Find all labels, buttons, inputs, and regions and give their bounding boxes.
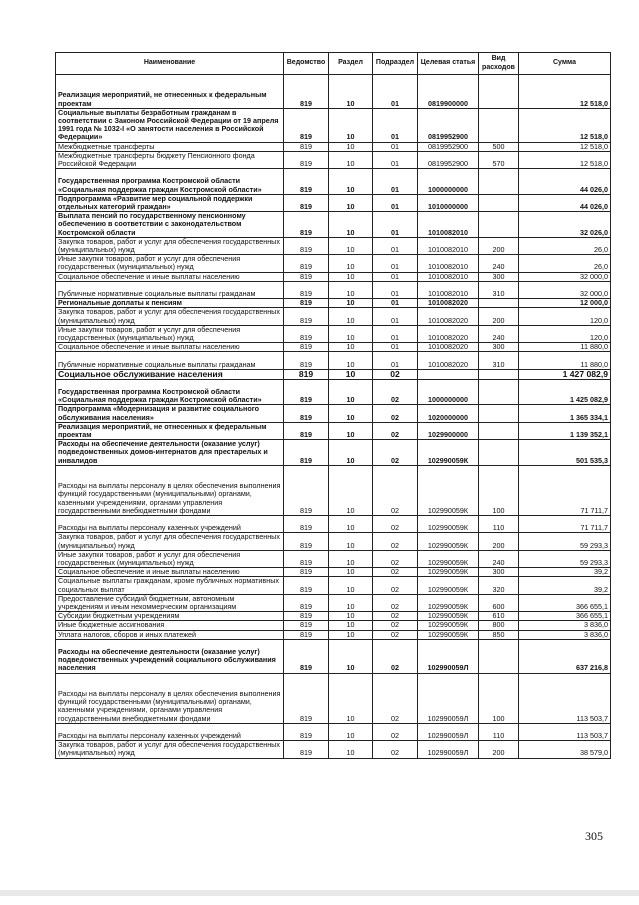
row-section: 10 — [329, 108, 373, 142]
row-exptype: 200 — [479, 237, 519, 254]
row-subsection: 01 — [373, 169, 418, 195]
row-subsection: 01 — [373, 194, 418, 211]
row-sum: 12 518,0 — [519, 151, 611, 168]
row-exptype: 100 — [479, 673, 519, 723]
row-dept: 819 — [284, 422, 329, 439]
row-subsection: 02 — [373, 550, 418, 567]
row-section: 10 — [329, 405, 373, 422]
row-exptype: 300 — [479, 272, 519, 281]
header-subsection: Подраздел — [373, 53, 418, 75]
row-target: 1010082010 — [418, 281, 479, 298]
header-section: Раздел — [329, 53, 373, 75]
row-section: 10 — [329, 612, 373, 621]
row-target: 102990059К — [418, 568, 479, 577]
row-subsection: 01 — [373, 151, 418, 168]
row-sum: 38 579,0 — [519, 741, 611, 758]
row-name: Подпрограмма «Модернизация и развитие социального обслуживания населения» — [56, 405, 284, 422]
table-row — [56, 255, 611, 272]
row-dept: 819 — [284, 594, 329, 611]
table-row — [56, 281, 611, 298]
row-dept: 819 — [284, 75, 329, 109]
row-name: Межбюджетные трансферты — [56, 142, 284, 151]
row-target: 1000000000 — [418, 379, 479, 405]
budget-table — [55, 52, 611, 759]
page-number: 305 — [585, 829, 603, 843]
row-section: 10 — [329, 630, 373, 639]
row-exptype: 100 — [479, 465, 519, 515]
row-sum: 26,0 — [519, 237, 611, 254]
row-exptype: 110 — [479, 516, 519, 533]
row-dept: 819 — [284, 237, 329, 254]
row-name: Расходы на выплаты персоналу в целях обеспечения выполнения функций государственными (муниципальными) органами, казенными учреждениями, органами управления государственными внебюджетными фондами — [56, 673, 284, 723]
table-row — [56, 169, 611, 195]
row-section: 10 — [329, 194, 373, 211]
row-target: 1010082010 — [418, 272, 479, 281]
row-exptype: 200 — [479, 308, 519, 325]
table-row — [56, 422, 611, 439]
row-dept: 819 — [284, 723, 329, 740]
table-row — [56, 142, 611, 151]
row-subsection: 02 — [373, 577, 418, 594]
table-row — [56, 533, 611, 550]
row-name: Расходы на обеспечение деятельности (оказание услуг) подведомственных учреждений социального обслуживания населения — [56, 639, 284, 673]
row-target: 1020000000 — [418, 405, 479, 422]
row-dept: 819 — [284, 325, 329, 342]
table-row — [56, 516, 611, 533]
row-dept: 819 — [284, 343, 329, 352]
row-name: Иные закупки товаров, работ и услуг для обеспечения государственных (муниципальных) нужд — [56, 550, 284, 567]
row-target: 1010082020 — [418, 352, 479, 369]
table-row — [56, 673, 611, 723]
row-subsection: 01 — [373, 272, 418, 281]
row-target: 102990059К — [418, 516, 479, 533]
header-name: Наименование — [56, 53, 284, 75]
row-section: 10 — [329, 550, 373, 567]
row-target: 102990059К — [418, 533, 479, 550]
row-dept: 819 — [284, 741, 329, 758]
table-row — [56, 308, 611, 325]
header-exptype: Вид расходов — [479, 53, 519, 75]
row-sum: 3 836,0 — [519, 621, 611, 630]
row-name: Социальные выплаты безработным гражданам в соответствии с Законом Российской Федерации от 19 апреля 1991 года № 1032-I «О занятости населения в Российской Федерации» — [56, 108, 284, 142]
row-subsection: 01 — [373, 237, 418, 254]
header-target: Целевая статья — [418, 53, 479, 75]
row-section: 10 — [329, 343, 373, 352]
row-section: 10 — [329, 237, 373, 254]
row-section: 10 — [329, 516, 373, 533]
row-name: Расходы на обеспечение деятельности (оказание услуг) подведомственных домов-интернатов для престарелых и инвалидов — [56, 440, 284, 466]
row-name: Реализация мероприятий, не отнесенных к федеральным проектам — [56, 422, 284, 439]
row-dept: 819 — [284, 281, 329, 298]
row-section: 10 — [329, 465, 373, 515]
row-exptype: 240 — [479, 255, 519, 272]
row-section: 10 — [329, 741, 373, 758]
row-subsection: 02 — [373, 741, 418, 758]
row-section: 10 — [329, 639, 373, 673]
row-target: 102990059К — [418, 550, 479, 567]
row-target: 1010082020 — [418, 308, 479, 325]
row-name: Закупка товаров, работ и услуг для обеспечения государственных (муниципальных) нужд — [56, 308, 284, 325]
row-section: 10 — [329, 369, 373, 379]
row-target: 102990059Л — [418, 723, 479, 740]
header-dept: Ведомство — [284, 53, 329, 75]
row-dept: 819 — [284, 568, 329, 577]
table-row — [56, 108, 611, 142]
row-subsection: 02 — [373, 612, 418, 621]
row-subsection: 02 — [373, 630, 418, 639]
row-sum: 39,2 — [519, 568, 611, 577]
row-section: 10 — [329, 533, 373, 550]
row-exptype — [479, 169, 519, 195]
row-subsection: 02 — [373, 621, 418, 630]
row-section: 10 — [329, 577, 373, 594]
row-subsection: 02 — [373, 516, 418, 533]
row-sum: 44 026,0 — [519, 169, 611, 195]
row-sum: 32 000,0 — [519, 272, 611, 281]
row-section: 10 — [329, 281, 373, 298]
row-dept: 819 — [284, 369, 329, 379]
row-target: 1010000000 — [418, 194, 479, 211]
row-section: 10 — [329, 325, 373, 342]
row-subsection: 02 — [373, 405, 418, 422]
table-row — [56, 75, 611, 109]
row-subsection: 02 — [373, 465, 418, 515]
row-name: Социальное обеспечение и иные выплаты населению — [56, 272, 284, 281]
row-sum: 59 293,3 — [519, 533, 611, 550]
table-row — [56, 639, 611, 673]
row-sum: 12 518,0 — [519, 142, 611, 151]
row-dept: 819 — [284, 255, 329, 272]
table-row — [56, 621, 611, 630]
row-exptype: 310 — [479, 352, 519, 369]
row-name: Государственная программа Костромской области «Социальная поддержка граждан Костромской области» — [56, 379, 284, 405]
row-sum: 120,0 — [519, 325, 611, 342]
row-section: 10 — [329, 272, 373, 281]
row-subsection: 01 — [373, 255, 418, 272]
row-exptype: 240 — [479, 325, 519, 342]
row-name: Субсидии бюджетным учреждениям — [56, 612, 284, 621]
row-sum: 11 880,0 — [519, 352, 611, 369]
row-exptype — [479, 639, 519, 673]
row-dept: 819 — [284, 550, 329, 567]
row-name: Расходы на выплаты персоналу казенных учреждений — [56, 516, 284, 533]
row-name: Закупка товаров, работ и услуг для обеспечения государственных (муниципальных) нужд — [56, 533, 284, 550]
row-target: 102990059К — [418, 577, 479, 594]
row-section: 10 — [329, 673, 373, 723]
row-sum: 32 000,0 — [519, 281, 611, 298]
row-target: 1010082010 — [418, 212, 479, 238]
row-target: 1010082020 — [418, 299, 479, 308]
row-name: Закупка товаров, работ и услуг для обеспечения государственных (муниципальных) нужд — [56, 237, 284, 254]
row-name: Социальное обеспечение и иные выплаты населению — [56, 343, 284, 352]
row-target: 102990059К — [418, 465, 479, 515]
row-subsection: 02 — [373, 533, 418, 550]
row-sum: 44 026,0 — [519, 194, 611, 211]
row-dept: 819 — [284, 516, 329, 533]
row-target: 1010082020 — [418, 325, 479, 342]
row-dept: 819 — [284, 621, 329, 630]
table-row — [56, 194, 611, 211]
row-name: Расходы на выплаты персоналу в целях обеспечения выполнения функций государственными (муниципальными) органами, казенными учреждениями, органами управления государственными внебюджетными фондами — [56, 465, 284, 515]
scan-edge — [0, 890, 639, 896]
row-dept: 819 — [284, 639, 329, 673]
row-sum: 1 427 082,9 — [519, 369, 611, 379]
row-sum: 71 711,7 — [519, 465, 611, 515]
table-row — [56, 237, 611, 254]
row-section: 10 — [329, 621, 373, 630]
row-dept: 819 — [284, 440, 329, 466]
row-dept: 819 — [284, 577, 329, 594]
table-row — [56, 343, 611, 352]
row-sum: 1 365 334,1 — [519, 405, 611, 422]
row-dept: 819 — [284, 612, 329, 621]
row-section: 10 — [329, 379, 373, 405]
row-name: Иные закупки товаров, работ и услуг для обеспечения государственных (муниципальных) нужд — [56, 255, 284, 272]
row-name: Региональные доплаты к пенсиям — [56, 299, 284, 308]
row-exptype: 800 — [479, 621, 519, 630]
row-exptype: 610 — [479, 612, 519, 621]
row-dept: 819 — [284, 465, 329, 515]
row-target: 102990059К — [418, 440, 479, 466]
row-dept: 819 — [284, 630, 329, 639]
table-header-row — [56, 53, 611, 75]
row-target: 0819952900 — [418, 142, 479, 151]
row-exptype — [479, 422, 519, 439]
row-dept: 819 — [284, 272, 329, 281]
row-exptype — [479, 212, 519, 238]
row-subsection: 02 — [373, 673, 418, 723]
table-row — [56, 741, 611, 758]
table-row — [56, 369, 611, 379]
table-row — [56, 630, 611, 639]
row-sum: 637 216,8 — [519, 639, 611, 673]
row-name: Реализация мероприятий, не отнесенных к федеральным проектам — [56, 75, 284, 109]
row-name: Расходы на выплаты персоналу казенных учреждений — [56, 723, 284, 740]
row-subsection: 01 — [373, 281, 418, 298]
row-section: 10 — [329, 299, 373, 308]
row-dept: 819 — [284, 405, 329, 422]
row-target: 102990059К — [418, 621, 479, 630]
row-section: 10 — [329, 142, 373, 151]
row-target: 0819952900 — [418, 108, 479, 142]
row-exptype — [479, 405, 519, 422]
row-sum: 113 503,7 — [519, 673, 611, 723]
row-dept: 819 — [284, 194, 329, 211]
row-subsection: 01 — [373, 325, 418, 342]
row-dept: 819 — [284, 352, 329, 369]
row-dept: 819 — [284, 169, 329, 195]
row-subsection: 01 — [373, 75, 418, 109]
row-sum: 32 026,0 — [519, 212, 611, 238]
row-exptype — [479, 299, 519, 308]
table-row — [56, 440, 611, 466]
table-row — [56, 577, 611, 594]
row-sum: 3 836,0 — [519, 630, 611, 639]
row-dept: 819 — [284, 142, 329, 151]
table-row — [56, 272, 611, 281]
row-sum: 120,0 — [519, 308, 611, 325]
table-row — [56, 405, 611, 422]
row-section: 10 — [329, 151, 373, 168]
row-target: 1010082010 — [418, 237, 479, 254]
row-target: 0819952900 — [418, 151, 479, 168]
row-sum: 366 655,1 — [519, 612, 611, 621]
row-subsection: 02 — [373, 369, 418, 379]
row-exptype: 850 — [479, 630, 519, 639]
row-exptype: 300 — [479, 343, 519, 352]
row-subsection: 02 — [373, 568, 418, 577]
row-section: 10 — [329, 594, 373, 611]
row-name: Иные закупки товаров, работ и услуг для обеспечения государственных (муниципальных) нужд — [56, 325, 284, 342]
row-name: Уплата налогов, сборов и иных платежей — [56, 630, 284, 639]
row-name: Межбюджетные трансферты бюджету Пенсионного фонда Российской Федерации — [56, 151, 284, 168]
row-subsection: 02 — [373, 639, 418, 673]
row-target: 102990059К — [418, 594, 479, 611]
row-name: Иные бюджетные ассигнования — [56, 621, 284, 630]
row-sum: 12 000,0 — [519, 299, 611, 308]
row-dept: 819 — [284, 379, 329, 405]
row-name: Закупка товаров, работ и услуг для обеспечения государственных (муниципальных) нужд — [56, 741, 284, 758]
row-section: 10 — [329, 723, 373, 740]
table-row — [56, 465, 611, 515]
row-section: 10 — [329, 255, 373, 272]
table-body — [56, 75, 611, 759]
row-sum: 501 535,3 — [519, 440, 611, 466]
row-name: Публичные нормативные социальные выплаты гражданам — [56, 281, 284, 298]
row-dept: 819 — [284, 533, 329, 550]
row-exptype — [479, 369, 519, 379]
row-exptype: 310 — [479, 281, 519, 298]
row-dept: 819 — [284, 151, 329, 168]
row-subsection: 02 — [373, 723, 418, 740]
table-row — [56, 325, 611, 342]
row-section: 10 — [329, 212, 373, 238]
row-subsection: 01 — [373, 352, 418, 369]
row-sum: 39,2 — [519, 577, 611, 594]
row-subsection: 02 — [373, 594, 418, 611]
row-exptype: 300 — [479, 568, 519, 577]
row-exptype — [479, 75, 519, 109]
row-subsection: 01 — [373, 343, 418, 352]
row-section: 10 — [329, 75, 373, 109]
row-sum: 71 711,7 — [519, 516, 611, 533]
row-section: 10 — [329, 308, 373, 325]
row-section: 10 — [329, 568, 373, 577]
budget-table-sheet — [55, 52, 610, 759]
row-sum: 1 425 082,9 — [519, 379, 611, 405]
row-exptype: 570 — [479, 151, 519, 168]
row-dept: 819 — [284, 108, 329, 142]
row-section: 10 — [329, 169, 373, 195]
row-target: 102990059К — [418, 612, 479, 621]
row-sum: 11 880,0 — [519, 343, 611, 352]
row-dept: 819 — [284, 299, 329, 308]
row-exptype: 110 — [479, 723, 519, 740]
row-target: 102990059Л — [418, 741, 479, 758]
row-sum: 1 139 352,1 — [519, 422, 611, 439]
row-section: 10 — [329, 440, 373, 466]
row-subsection: 02 — [373, 379, 418, 405]
table-row — [56, 550, 611, 567]
row-sum: 12 518,0 — [519, 75, 611, 109]
row-subsection: 01 — [373, 308, 418, 325]
row-subsection: 01 — [373, 299, 418, 308]
row-exptype — [479, 440, 519, 466]
row-name: Подпрограмма «Развитие мер социальной поддержки отдельных категорий граждан» — [56, 194, 284, 211]
row-name: Предоставление субсидий бюджетным, автономным учреждениям и иным некоммерческим организациям — [56, 594, 284, 611]
table-row — [56, 723, 611, 740]
row-target: 1029900000 — [418, 422, 479, 439]
row-name: Публичные нормативные социальные выплаты гражданам — [56, 352, 284, 369]
table-row — [56, 212, 611, 238]
row-sum: 113 503,7 — [519, 723, 611, 740]
row-dept: 819 — [284, 673, 329, 723]
row-dept: 819 — [284, 212, 329, 238]
row-exptype — [479, 379, 519, 405]
row-exptype — [479, 108, 519, 142]
row-subsection: 01 — [373, 108, 418, 142]
table-row — [56, 379, 611, 405]
header-sum: Сумма — [519, 53, 611, 75]
row-target: 1000000000 — [418, 169, 479, 195]
row-dept: 819 — [284, 308, 329, 325]
row-name: Выплата пенсий по государственному пенсионному обеспечению в соответствии с законодательством Костромской области — [56, 212, 284, 238]
row-sum: 366 655,1 — [519, 594, 611, 611]
row-target: 102990059К — [418, 630, 479, 639]
row-exptype: 240 — [479, 550, 519, 567]
table-row — [56, 594, 611, 611]
row-exptype: 500 — [479, 142, 519, 151]
row-subsection: 02 — [373, 422, 418, 439]
row-sum: 12 518,0 — [519, 108, 611, 142]
row-name: Социальное обслуживание населения — [56, 369, 284, 379]
row-name: Социальное обеспечение и иные выплаты населению — [56, 568, 284, 577]
row-subsection: 01 — [373, 212, 418, 238]
row-exptype: 320 — [479, 577, 519, 594]
row-section: 10 — [329, 422, 373, 439]
row-exptype — [479, 194, 519, 211]
row-name: Государственная программа Костромской области «Социальная поддержка граждан Костромской области» — [56, 169, 284, 195]
row-target: 102990059Л — [418, 673, 479, 723]
row-section: 10 — [329, 352, 373, 369]
row-exptype: 600 — [479, 594, 519, 611]
row-subsection: 01 — [373, 142, 418, 151]
table-row — [56, 151, 611, 168]
table-row — [56, 352, 611, 369]
row-target: 102990059Л — [418, 639, 479, 673]
row-exptype: 200 — [479, 741, 519, 758]
row-name: Социальные выплаты гражданам, кроме публичных нормативных социальных выплат — [56, 577, 284, 594]
row-target: 1010082010 — [418, 255, 479, 272]
row-subsection: 02 — [373, 440, 418, 466]
row-target: 1010082020 — [418, 343, 479, 352]
row-target — [418, 369, 479, 379]
row-sum: 59 293,3 — [519, 550, 611, 567]
row-sum: 26,0 — [519, 255, 611, 272]
row-exptype: 200 — [479, 533, 519, 550]
row-target: 0819900000 — [418, 75, 479, 109]
